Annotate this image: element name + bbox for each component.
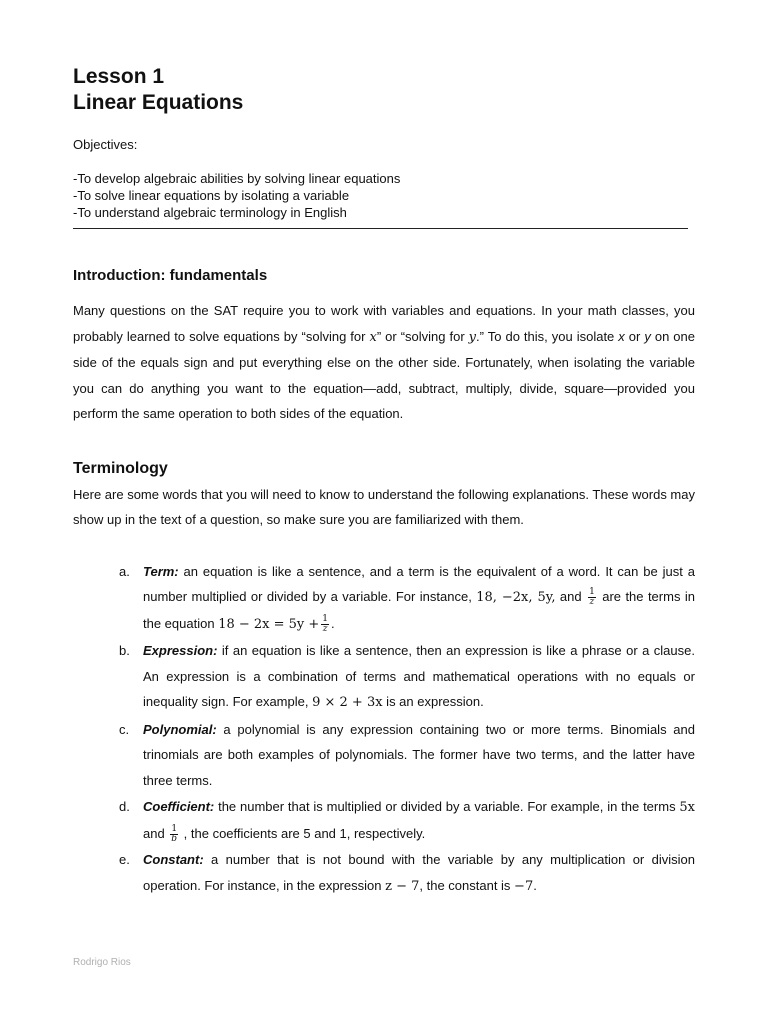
fraction: $\frac{1}{b}$ bbox=[171, 823, 178, 844]
terminology-intro: Here are some words that you will need to know to understand the following explanations. These words may show up in the text of a question, so make sure you are familiarized with them. bbox=[73, 486, 695, 527]
definition-keyword: Polynomial: bbox=[143, 721, 217, 737]
fraction: $\frac{1}{z}$ bbox=[589, 587, 595, 608]
list-marker: d. bbox=[119, 799, 130, 814]
fraction: $\frac{1}{z}$ bbox=[322, 613, 329, 634]
definition-polynomial: c. Polynomial: a polynomial is any expression containing two or more terms. Binomials and trinomials are both examples of polynomials. The former have two terms, and the latter have three terms. bbox=[73, 717, 695, 794]
introduction-paragraph: Many questions on the SAT require you to work with variables and equations. In your math classes, you probably learned to solve equations by “solving for x” or “solving for y.” To do this, you isolate x or y on one side of the equals sign and put everything else on the other side. Fortunately, when isolating the variable you can do anything you want to the equation—add, subtract, multiply, divide, square—provided you perform the same operation to both sides of the equation. bbox=[73, 303, 696, 421]
definition-keyword: Constant: bbox=[143, 852, 204, 867]
definition-keyword: Term: bbox=[143, 563, 179, 579]
objectives-list bbox=[73, 170, 695, 221]
list-marker: e. bbox=[119, 852, 130, 867]
document-page bbox=[73, 64, 695, 915]
footer-author: Rodrigo Rios bbox=[73, 957, 131, 968]
objectives-label: Objectives: bbox=[73, 137, 138, 152]
definition-keyword: Coefficient: bbox=[143, 799, 215, 814]
lesson-title: Linear Equations bbox=[73, 91, 244, 114]
list-marker: a. bbox=[119, 563, 130, 579]
list-marker: b. bbox=[119, 643, 130, 658]
list-marker: c. bbox=[119, 721, 130, 737]
introduction-heading: Introduction: fundamentals bbox=[73, 267, 268, 284]
section-divider bbox=[73, 228, 688, 229]
definition-expression: b. Expression: if an equation is like a sentence, then an expression is like a phrase or a clause. An expression is a combination of terms and mathematical operations with no equals or inequality sign. For example, 9 × 2 + 3x is an expression. bbox=[73, 638, 695, 716]
definition-coefficient: d. Coefficient: the number that is multiplied or divided by a variable. For example, in the terms 5x and $\frac{1}{b}$ , the coefficients are 5 and 1, respectively. bbox=[73, 794, 695, 846]
definition-term: a. Term: an equation is like a sentence, and a term is the equivalent of a word. It can be just a number multiplied or divided by a variable. For instance, 18, −2x, 5y, and $\frac{1}{z}$ are the terms in the equation 18 − 2x = 5y + $\frac{1}{z}$ . bbox=[73, 559, 695, 638]
terminology-heading: Terminology bbox=[73, 459, 168, 477]
objective-item: -To solve linear equations by isolating a variable bbox=[73, 188, 350, 203]
definition-keyword: Expression: bbox=[143, 643, 218, 658]
lesson-number: Lesson 1 bbox=[73, 65, 165, 88]
objective-item: -To understand algebraic terminology in English bbox=[73, 205, 347, 220]
definition-constant: e. Constant: a number that is not bound with the variable by any multiplication or division operation. For instance, in the expression z − 7, the constant is −7. bbox=[73, 847, 695, 899]
objective-item: -To develop algebraic abilities by solving linear equations bbox=[73, 171, 401, 186]
definition-list bbox=[73, 559, 695, 900]
